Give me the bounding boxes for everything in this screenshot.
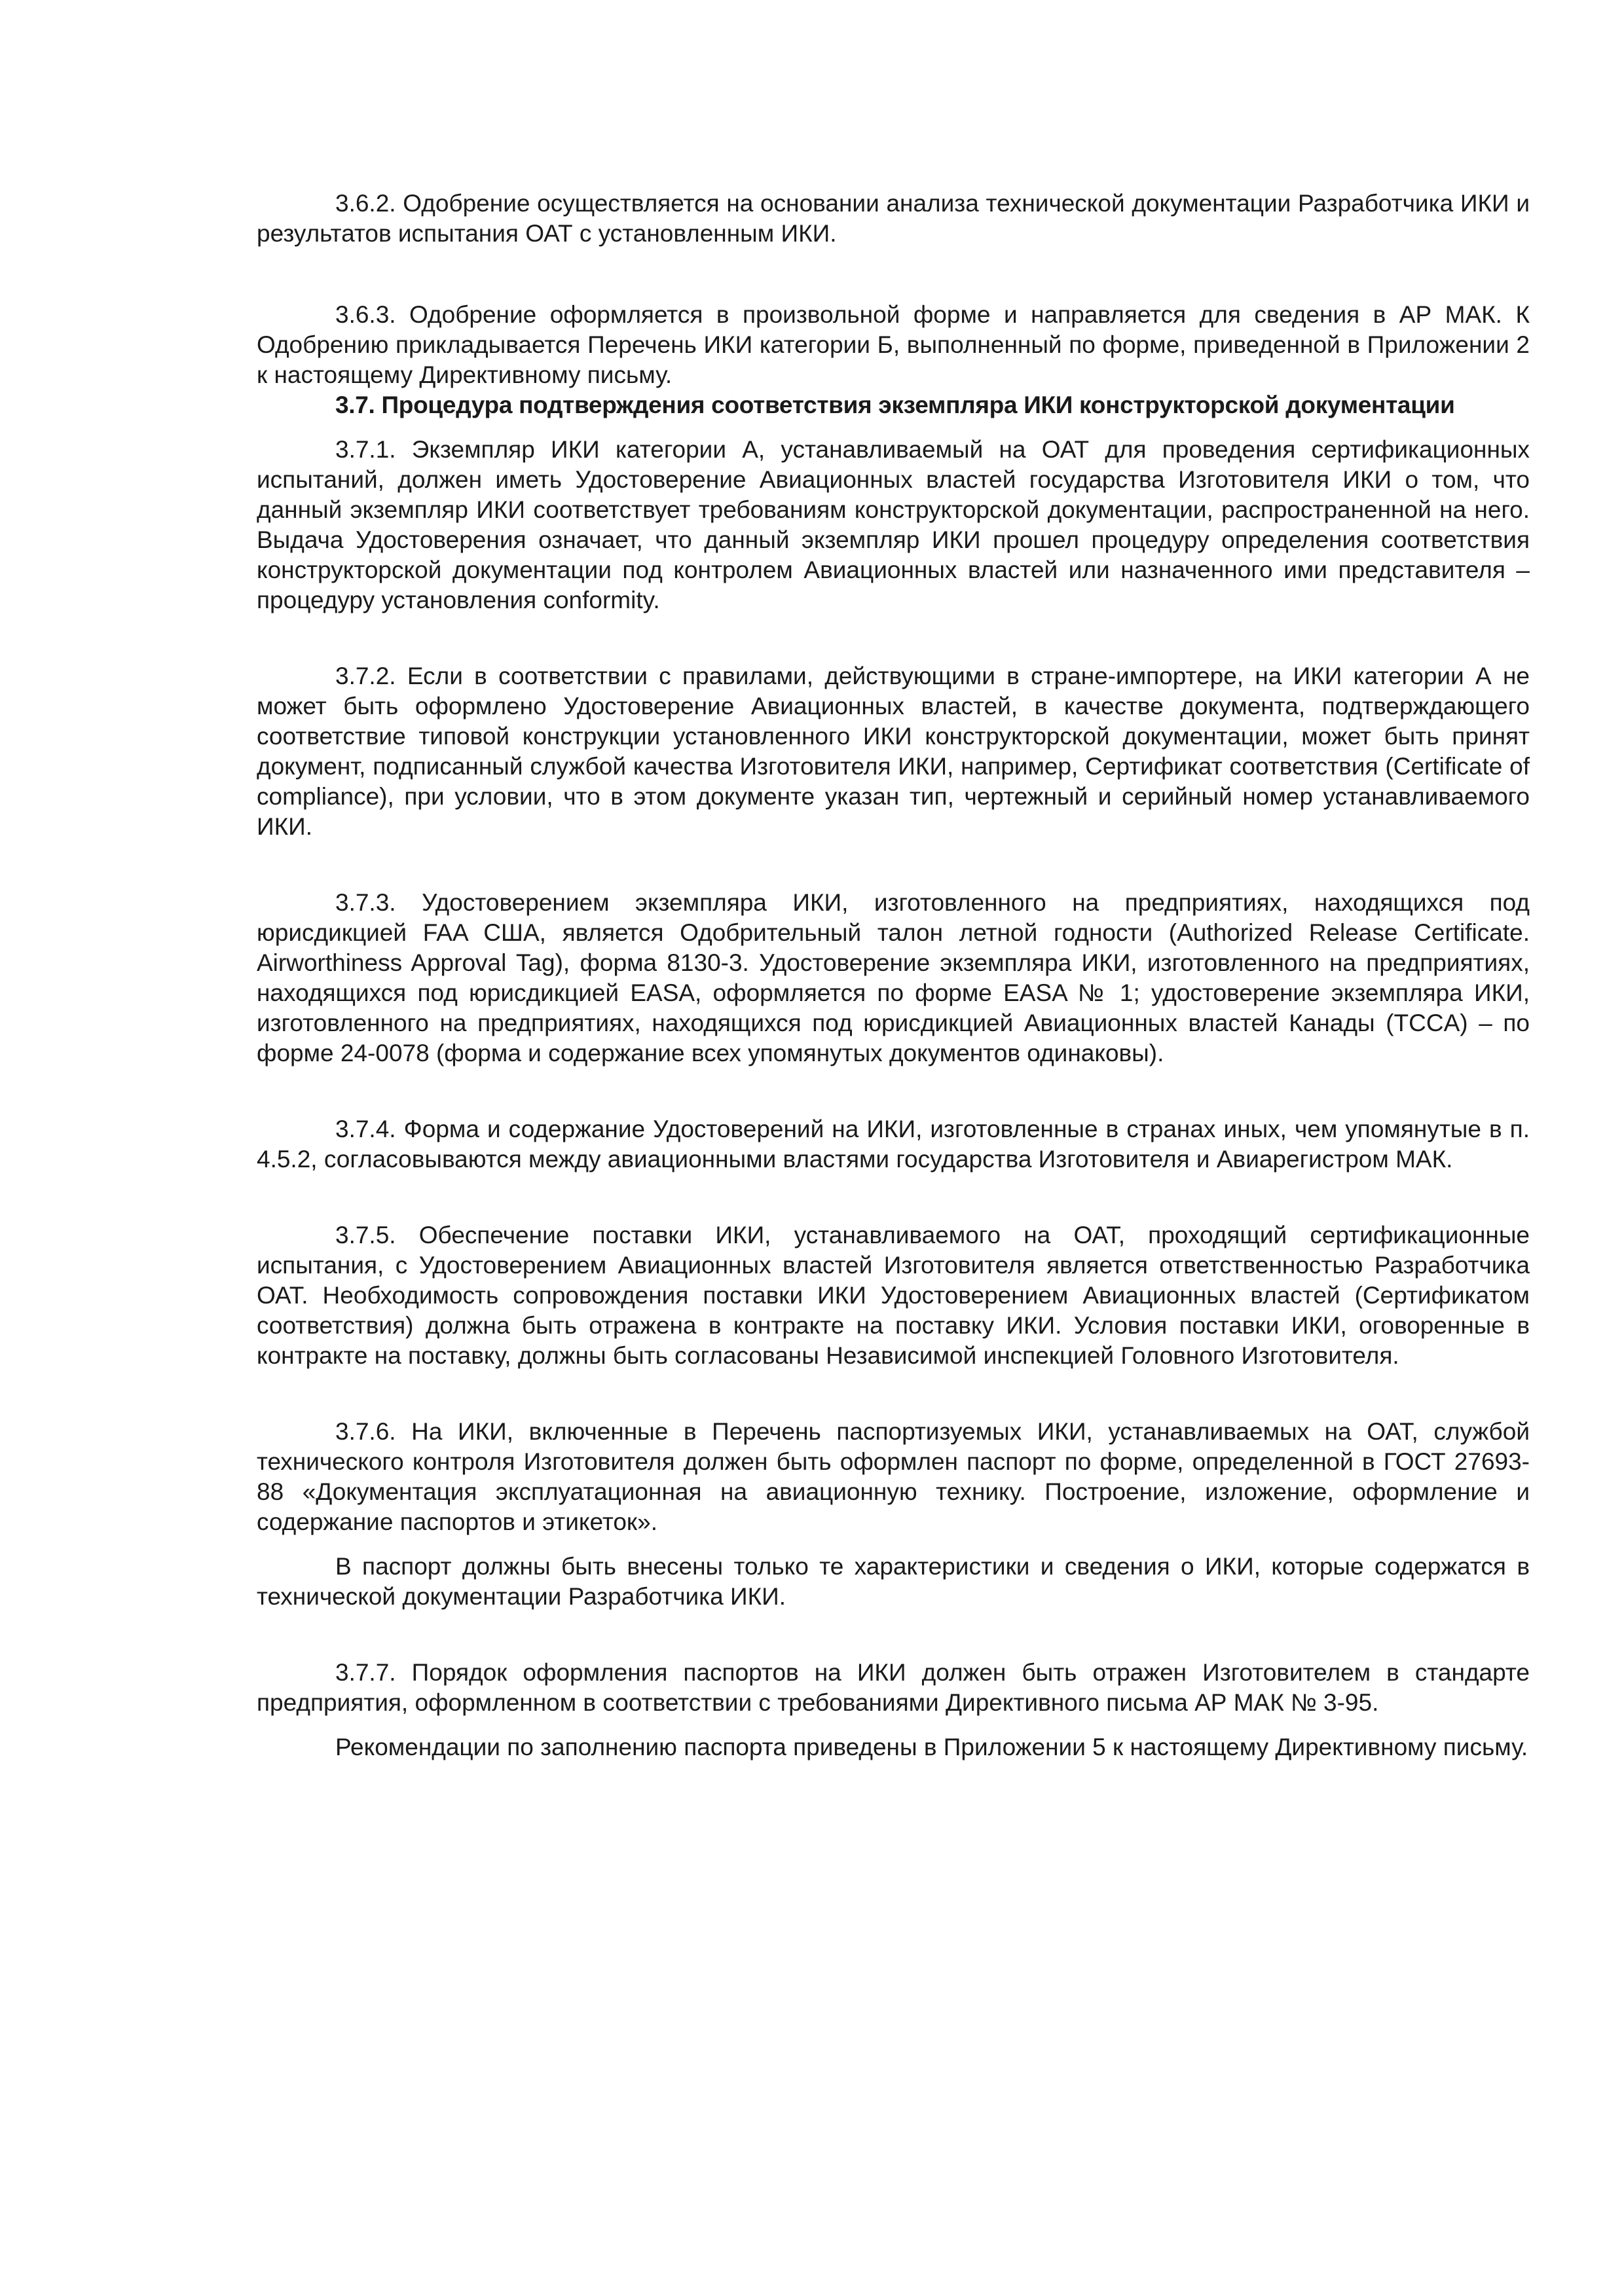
paragraph-3-6-2: 3.6.2. Одобрение осуществляется на основании анализа технической документации Разработчика ИКИ и результатов испытания ОАТ с установленным ИКИ. xyxy=(257,190,1530,247)
paragraph-3-7-3: 3.7.3. Удостоверением экземпляра ИКИ, изготовленного на предприятиях, находящихся под юрисдикцией FAA США, является Одобрительный талон летной годности (Authorized Release Certificate. Airworthiness Approval Tag), форма 8130-3. Удостоверение экземпляра ИКИ, изготовленного на предприятиях, находящихся под юрисдикцией EASA, оформляется по форме EASA № 1; удостоверение экземпляра ИКИ, изготовленного на предприятиях, находящихся под юрисдикцией Авиационных властей Канады (TCCA) – по форме 24-0078 (форма и содержание всех упомянутых документов одинаковы). xyxy=(257,889,1530,1066)
paragraph-3-7-6: 3.7.6. На ИКИ, включенные в Перечень паспортизуемых ИКИ, устанавливаемых на ОАТ, службой технического контроля Изготовителя должен быть оформлен паспорт по форме, определенной в ГОСТ 27693-88 «Документация эксплуатационная на авиационную технику. Построение, изложение, оформление и содержание паспортов и этикеток». xyxy=(257,1418,1530,1535)
paragraph-3-7-4: 3.7.4. Форма и содержание Удостоверений на ИКИ, изготовленные в странах иных, чем упомянутые в п. 4.5.2, согласовываются между авиационными властями государства Изготовителя и Авиарегистром МАК. xyxy=(257,1116,1530,1173)
section-heading-3-7: 3.7. Процедура подтверждения соответствия экземпляра ИКИ конструкторской документации xyxy=(335,392,1455,418)
paragraph-3-7-6-continued: В паспорт должны быть внесены только те характеристики и сведения о ИКИ, которые содержатся в технической документации Разработчика ИКИ. xyxy=(257,1553,1530,1610)
paragraph-3-6-3: 3.6.3. Одобрение оформляется в произвольной форме и направляется для сведения в АР МАК. К Одобрению прикладывается Перечень ИКИ категории Б, выполненный по форме, приведенной в Приложении 2 к настоящему Директивному письму. xyxy=(257,301,1530,388)
document-page xyxy=(257,189,1530,1762)
paragraph-3-7-5: 3.7.5. Обеспечение поставки ИКИ, устанавливаемого на ОАТ, проходящий сертификационные испытания, с Удостоверением Авиационных властей Изготовителя является ответственностью Разработчика ОАТ. Необходимость сопровождения поставки ИКИ Удостоверением Авиационных властей (Сертификатом соответствия) должна быть отражена в контракте на поставку ИКИ. Условия поставки ИКИ, оговоренные в контракте на поставку, должны быть согласованы Независимой инспекцией Головного Изготовителя. xyxy=(257,1222,1530,1369)
paragraph-3-7-7-continued: Рекомендации по заполнению паспорта приведены в Приложении 5 к настоящему Директивному письму. xyxy=(335,1734,1528,1760)
paragraph-3-7-7: 3.7.7. Порядок оформления паспортов на ИКИ должен быть отражен Изготовителем в стандарте предприятия, оформленном в соответствии с требованиями Директивного письма АР МАК № 3-95. xyxy=(257,1659,1530,1716)
paragraph-3-7-1: 3.7.1. Экземпляр ИКИ категории А, устанавливаемый на ОАТ для проведения сертификационных испытаний, должен иметь Удостоверение Авиационных властей государства Изготовителя ИКИ о том, что данный экземпляр ИКИ соответствует требованиям конструкторской документации, распространенной на него. Выдача Удостоверения означает, что данный экземпляр ИКИ прошел процедуру определения соответствия конструкторской документации под контролем Авиационных властей или назначенного ими представителя – процедуру установления conformity. xyxy=(257,436,1530,613)
paragraph-3-7-2: 3.7.2. Если в соответствии с правилами, действующими в стране-импортере, на ИКИ категории А не может быть оформлено Удостоверение Авиационных властей, в качестве документа, подтверждающего соответствие типовой конструкции установленного ИКИ конструкторской документации, может быть принят документ, подписанный службой качества Изготовителя ИКИ, например, Сертификат соответствия (Certificate of compliance), при условии, что в этом документе указан тип, чертежный и серийный номер устанавливаемого ИКИ. xyxy=(257,663,1530,840)
